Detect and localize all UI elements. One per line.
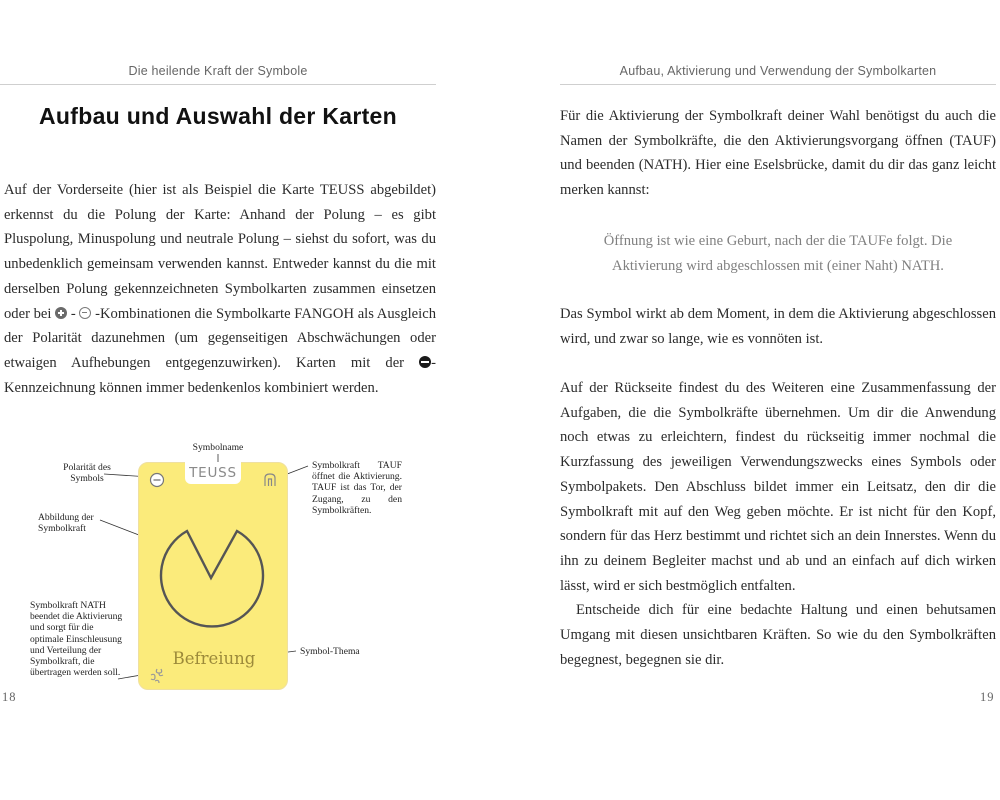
body-text-2: -: [67, 305, 80, 322]
tauf-symbol-icon: [265, 474, 275, 486]
chapter-title: Aufbau und Auswahl der Karten: [39, 103, 397, 129]
paragraph-backside: [560, 376, 996, 672]
card-name: TEUSS: [189, 465, 237, 481]
label-abbildung: Abbildung der Symbolkraft: [38, 512, 94, 535]
page-number-right: 19: [980, 690, 995, 704]
card-diagram: [0, 430, 460, 700]
label-nath: Symbolkraft NATH beendet die Aktivierung und sorgt für die optimale Einschleusung und Verteilung der Symbolkraft, die übertragen werden soll.: [30, 600, 123, 679]
symbol-figure-icon: [161, 531, 263, 626]
body-text-4: -Kennzeichnung können immer bedenkenlos kombiniert werden.: [4, 354, 436, 396]
paragraph-activation-text: Für die Aktivierung der Symbolkraft deiner Wahl benötigst du auch die Namen der Symbolkräfte, die den Aktivierungsvorgang öffnen (TAUF) und beenden (NATH). Hier eine Eselsbrücke, damit du dir das ganz leicht merken kannst:: [560, 108, 996, 199]
running-head-left: Die heilende Kraft der Symbole: [128, 64, 308, 78]
paragraph-effect-text: Das Symbol wirkt ab dem Moment, in dem die Aktivierung abgeschlossen wird, und zwar so lange, wie es vonnöten ist.: [560, 306, 996, 347]
minus-polarity-icon: [79, 307, 91, 319]
neutral-polarity-icon: [419, 356, 431, 368]
paragraph-effect: [560, 302, 996, 351]
paragraph-backside-text: Auf der Rückseite findest du des Weiteren eine Zusammenfassung der Aufgaben, die die Symbolkräfte übernehmen. Um dir die Anwendung noch etwas zu erleichtern, findest du rückseitig immer nochmal die Kurzfassung des jeweiligen Verwendungszwecks eines Symbols oder Symbolpakets. Den Abschluss bildet immer ein Leitsatz, den dir die Symbolkraft mit auf den Weg geben möchte. Er ist nicht für den Kopf, sondern für das Herz bestimmt und richtet sich an dein Innerstes. Wenn du ihn zu deinem Begleiter machst und ab und an einfach auf dich wirken lässt, wird er sich bestmöglich entfalten.: [560, 380, 996, 594]
plus-polarity-icon: [55, 307, 67, 319]
page-number-left: 18: [2, 690, 17, 704]
header-rule-left: [0, 84, 436, 85]
card-theme: Befreiung: [172, 649, 256, 668]
paragraph-activation: [560, 104, 996, 203]
left-body-paragraph: [4, 178, 436, 400]
body-text-3: -Kombinationen die Symbolkarte FANGOH als Ausgleich der Polarität dazunehmen (um gegenseitigen Abschwächungen oder etwaigen Aufhebungen entgegenzuwirken). Karten mit der: [4, 305, 436, 371]
nath-symbol-icon: [151, 669, 163, 683]
minus-polarity-icon: [151, 474, 164, 487]
label-tauf: Symbolkraft TAUF öffnet die Aktivierung. TAUF ist das Tor, der Zugang, zu den Symbolkräften.: [312, 460, 402, 516]
label-symbolname: Symbolname: [192, 442, 244, 453]
right-page: [500, 0, 1000, 800]
label-polaritaet: Polarität des Symbols: [63, 462, 111, 485]
label-thema: Symbol-Thema: [300, 646, 360, 657]
header-rule-right: [560, 84, 996, 85]
body-text-1: Auf der Vorderseite (hier ist als Beispiel die Karte TEUSS abgebildet) erkennst du die Polung der Karte: Anhand der Polung – es gibt Pluspolung, Minuspolung und neutrale Polung – siehst du sofort, was du unbedenklich gemeinsam verwenden kannst. Entweder kannst du die mit derselben Polung gekennzeichneten Symbolkarten zusammen einsetzen oder bei: [4, 182, 436, 322]
mnemonic-quote: Öffnung ist wie eine Geburt, nach der die TAUFe folgt. Die Aktivierung wird abgeschlossen mit (einer Naht) NATH.: [603, 233, 953, 274]
paragraph-attitude-text: Entscheide dich für eine bedachte Haltung und einen behutsamen Umgang mit diesen unsichtbaren Kräften. So wie du den Symbolkräften begegnest, begegnen sie dir.: [560, 602, 996, 668]
symbol-card: [138, 462, 288, 690]
running-head-right: Aufbau, Aktivierung und Verwendung der Symbolkarten: [619, 64, 937, 78]
